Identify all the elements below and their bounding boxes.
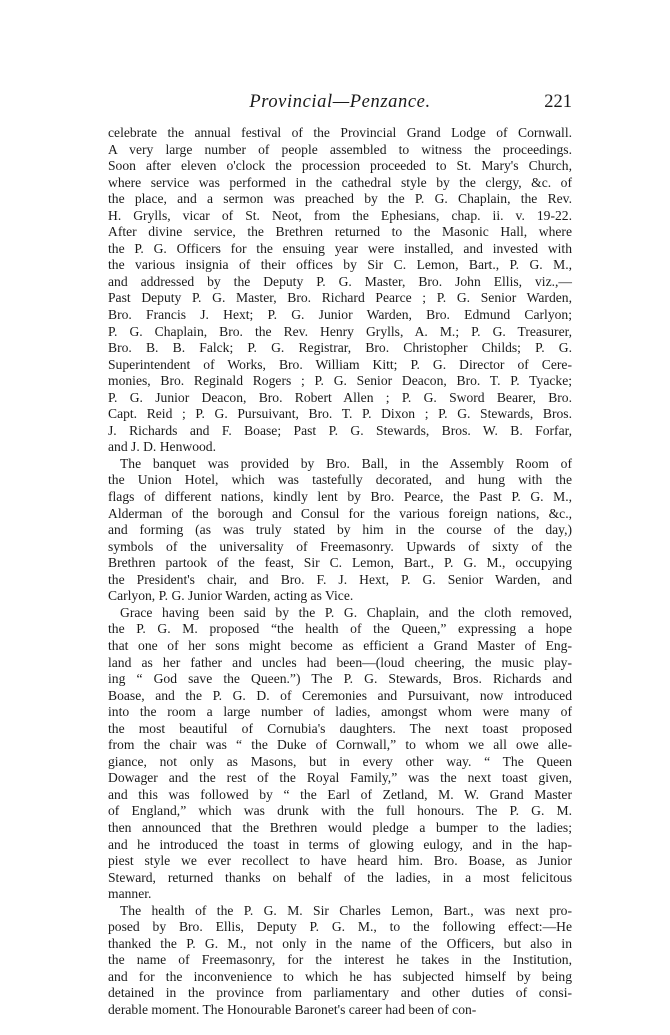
paragraph (108, 605, 572, 903)
text-line: the P. G. Officers for the ensuing year were installed, and invested with (108, 240, 572, 256)
text-line: P. G. Chaplain, Bro. the Rev. Henry Grylls, A. M.; P. G. Treasurer, (108, 323, 572, 339)
text-line: the name of Freemasonry, for the interest he takes in the Institution, (108, 952, 572, 968)
text-line: Steward, returned thanks on behalf of the ladies, in a most felicitous (108, 869, 572, 885)
paragraph (108, 456, 572, 605)
text-line: land as her father and uncles had been—(loud cheering, the music play- (108, 654, 572, 670)
text-line: and he introduced the toast in terms of glowing eulogy, and in the hap- (108, 836, 572, 852)
text-line: Past Deputy P. G. Master, Bro. Richard Pearce ; P. G. Senior Warden, (108, 290, 572, 306)
text-line: Bro. B. B. Falck; P. G. Registrar, Bro. Christopher Childs; P. G. (108, 340, 572, 356)
text-line: Bro. Francis J. Hext; P. G. Junior Warden, Bro. Edmund Carlyon; (108, 307, 572, 323)
text-line: ing “ God save the Queen.”) The P. G. Stewards, Bros. Richards and (108, 671, 572, 687)
paragraph (108, 903, 572, 1019)
text-line: the President's chair, and Bro. F. J. Hext, P. G. Senior Warden, and (108, 571, 572, 587)
text-line: detained in the province from parliamentary and other duties of consi- (108, 985, 572, 1001)
text-line: the place, and a sermon was preached by the P. G. Chaplain, the Rev. (108, 191, 572, 207)
text-line: into the room a large number of ladies, amongst whom were many of (108, 704, 572, 720)
paragraph (108, 125, 572, 456)
text-line: from the chair was “ the Duke of Cornwall,” to whom we all owe alle- (108, 737, 572, 753)
text-line: and for the inconvenience to which he has subjected himself by being (108, 968, 572, 984)
text-line: the Union Hotel, which was tastefully decorated, and hung with the (108, 472, 572, 488)
text-line: Capt. Reid ; P. G. Pursuivant, Bro. T. P. Dixon ; P. G. Stewards, Bros. (108, 406, 572, 422)
body-text (108, 125, 572, 1019)
text-line: manner. (108, 886, 152, 902)
text-line: the P. G. M. proposed “the health of the Queen,” expressing a hope (108, 621, 572, 637)
text-line: flags of different nations, kindly lent by Bro. Pearce, the Past P. G. M., (108, 489, 572, 505)
text-line: J. Richards and F. Boase; Past P. G. Stewards, Bros. W. B. Forfar, (108, 422, 572, 438)
text-line: The banquet was provided by Bro. Ball, in the Assembly Room of (120, 455, 572, 471)
text-line: the most beautiful of Cornubia's daughters. The next toast proposed (108, 720, 572, 736)
running-title: Provincial—Penzance. (249, 92, 431, 112)
text-line: and J. D. Henwood. (108, 439, 216, 455)
text-line: where service was performed in the cathedral style by the clergy, &c. of (108, 174, 572, 190)
text-line: Superintendent of Works, Bro. William Kitt; P. G. Director of Cere- (108, 356, 572, 372)
text-line: H. Grylls, vicar of St. Neot, from the Ephesians, chap. ii. v. 19-22. (108, 207, 572, 223)
text-line: posed by Bro. Ellis, Deputy P. G. M., to the following effect:—He (108, 919, 572, 935)
text-line: The health of the P. G. M. Sir Charles Lemon, Bart., was next pro- (120, 902, 572, 918)
text-line: and addressed by the Deputy P. G. Master, Bro. John Ellis, viz.,— (108, 273, 572, 289)
text-line: Alderman of the borough and Consul for the various foreign nations, &c., (108, 505, 572, 521)
text-line: After divine service, the Brethren returned to the Masonic Hall, where (108, 224, 572, 240)
text-line: A very large number of people assembled to witness the proceedings. (108, 141, 572, 157)
text-line: Boase, and the P. G. D. of Ceremonies and Pursuivant, now introduced (108, 687, 572, 703)
text-line: the various insignia of their offices by Sir C. Lemon, Bart., P. G. M., (108, 257, 572, 273)
text-line: celebrate the annual festival of the Provincial Grand Lodge of Cornwall. (108, 125, 572, 140)
page-number: 221 (544, 92, 572, 112)
text-line: Carlyon, P. G. Junior Warden, acting as Vice. (108, 588, 354, 604)
text-line: derable moment. The Honourable Baronet's career had been of con- (108, 1001, 477, 1017)
text-line: of England,” which was drunk with the full honours. The P. G. M. (108, 803, 572, 819)
text-line: Soon after eleven o'clock the procession proceeded to St. Mary's Church, (108, 158, 572, 174)
text-line: then announced that the Brethren would pledge a bumper to the ladies; (108, 819, 572, 835)
text-line: piest style we ever recollect to have heard him. Bro. Boase, as Junior (108, 853, 572, 869)
text-line: and this was followed by “ the Earl of Zetland, M. W. Grand Master (108, 786, 572, 802)
text-line: thanked the P. G. M., not only in the name of the Officers, but also in (108, 935, 572, 951)
running-head (108, 89, 572, 115)
text-line: that one of her sons might become as efficient a Grand Master of Eng- (108, 637, 572, 653)
text-line: Dowager and the rest of the Royal Family,” was the next toast given, (108, 770, 572, 786)
text-line: symbols of the universality of Freemasonry. Upwards of sixty of the (108, 538, 572, 554)
text-line: monies, Bro. Reginald Rogers ; P. G. Senior Deacon, Bro. T. P. Tyacke; (108, 373, 572, 389)
text-line: giance, not only as Masons, but in every other way. “ The Queen (108, 753, 572, 769)
text-line: Grace having been said by the P. G. Chaplain, and the cloth removed, (120, 604, 572, 620)
text-line: P. G. Junior Deacon, Bro. Robert Allen ; P. G. Sword Bearer, Bro. (108, 389, 572, 405)
text-line: Brethren partook of the feast, Sir C. Lemon, Bart., P. G. M., occupying (108, 555, 572, 571)
text-line: and forming (as was truly stated by him in the course of the day,) (108, 522, 572, 538)
